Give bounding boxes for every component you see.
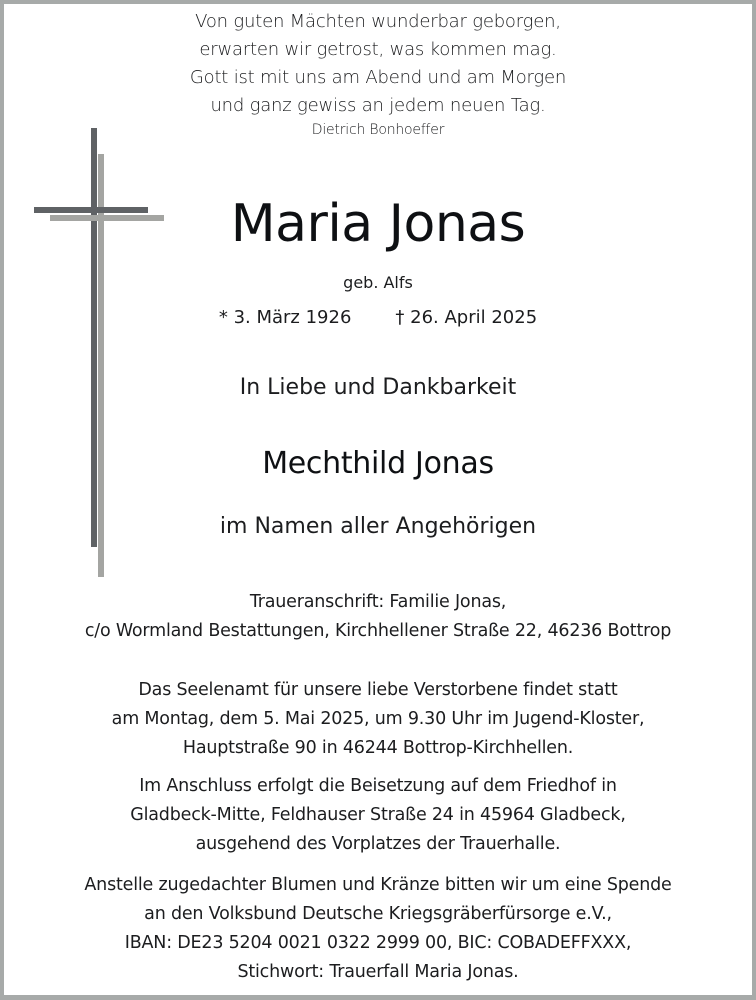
donation-line: Anstelle zugedachter Blumen und Kränze bitten wir um eine Spende [84, 875, 672, 895]
donation-line: an den Volksbund Deutsche Kriegsgräberfürsorge e.V., [144, 904, 612, 924]
burial-line: ausgehend des Vorplatzes der Trauerhalle. [195, 834, 561, 854]
on-behalf-line: im Namen aller Angehörigen [219, 514, 537, 539]
burial-line: Im Anschluss erfolgt die Beisetzung auf dem Friedhof in [139, 776, 617, 796]
requiem-line: am Montag, dem 5. Mai 2025, um 9.30 Uhr im Jugend-Kloster, [111, 709, 645, 729]
cross-dark-vertical [91, 128, 97, 547]
address-line: Traueranschrift: Familie Jonas, [249, 592, 507, 612]
donation-info [0, 871, 756, 987]
poem-line: Gott ist mit uns am Abend und am Morgen [189, 67, 567, 88]
death-date: † 26. April 2025 [395, 307, 538, 328]
mourner-name: Mechthild Jonas [262, 446, 494, 481]
requiem-info [0, 676, 756, 763]
requiem-line: Hauptstraße 90 in 46244 Bottrop-Kirchhellen. [182, 738, 574, 758]
birth-date: * 3. März 1926 [218, 307, 352, 328]
poem-line: erwarten wir getrost, was kommen mag. [199, 39, 557, 60]
life-dates [0, 306, 756, 330]
poem [0, 8, 756, 140]
requiem-line: Das Seelenamt für unsere liebe Verstorbene findet statt [138, 680, 618, 700]
burial-line: Gladbeck-Mitte, Feldhauser Straße 24 in 45964 Gladbeck, [130, 805, 626, 825]
burial-info [0, 772, 756, 859]
maiden-name: geb. Alfs [343, 273, 413, 292]
poem-author: Dietrich Bonhoeffer [311, 122, 445, 138]
poem-line: Von guten Mächten wunderbar geborgen, [195, 11, 561, 32]
mourning-address [0, 588, 756, 646]
donation-keyword-line: Stichwort: Trauerfall Maria Jonas. [237, 962, 519, 982]
donation-iban-line: IBAN: DE23 5204 0021 0322 2999 00, BIC: COBADEFFXXX, [124, 933, 632, 953]
poem-line: und ganz gewiss an jedem neuen Tag. [210, 95, 546, 116]
gratitude-line: In Liebe und Dankbarkeit [239, 375, 517, 400]
address-line: c/o Wormland Bestattungen, Kirchhellener Straße 22, 46236 Bottrop [84, 621, 672, 641]
deceased-name: Maria Jonas [230, 194, 526, 254]
